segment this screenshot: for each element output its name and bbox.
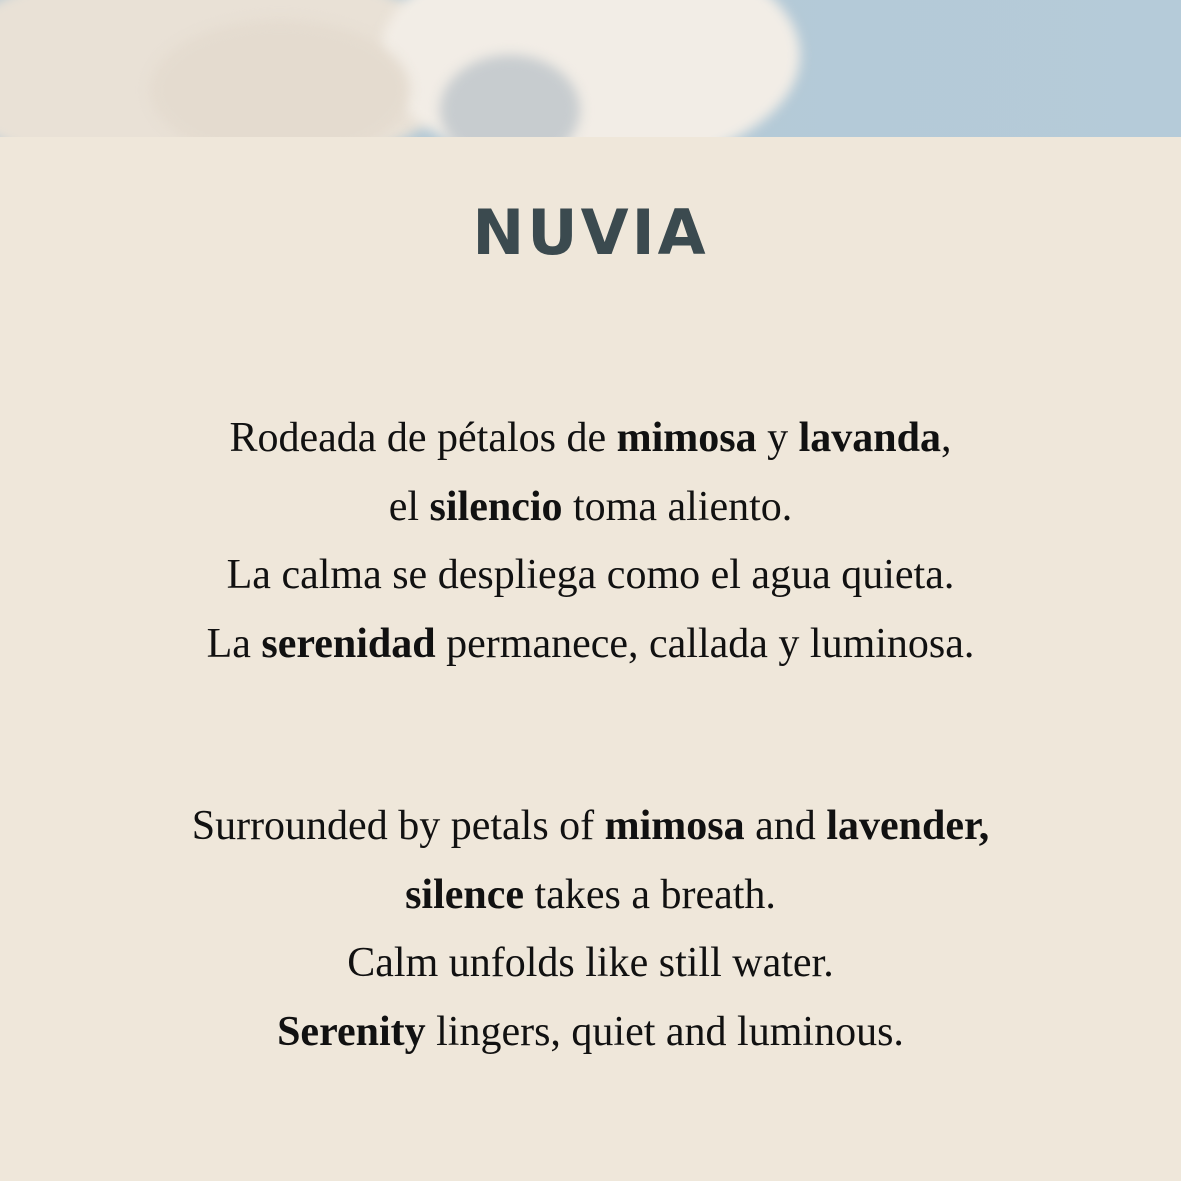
emphasized-word: mimosa — [604, 803, 745, 849]
text-segment: y — [756, 415, 799, 461]
spanish-stanza — [0, 404, 1181, 678]
text-segment: La — [206, 620, 262, 667]
poem-line — [0, 861, 1181, 930]
emphasized-word: silencio — [429, 483, 563, 530]
english-stanza — [0, 792, 1181, 1066]
text-segment: toma aliento. — [562, 483, 793, 530]
poem-line — [0, 610, 1181, 679]
text-segment: el — [388, 483, 430, 530]
poem-line — [0, 998, 1181, 1067]
text-segment: permanece, callada y luminosa. — [435, 620, 975, 667]
poem-line — [0, 473, 1181, 542]
emphasized-word: serenidad — [261, 620, 436, 667]
text-segment: , — [941, 415, 952, 461]
emphasized-word: mimosa — [616, 415, 757, 461]
emphasized-word: lavanda — [798, 415, 942, 461]
text-segment: lingers, quiet and luminous. — [425, 1008, 904, 1055]
cloud-sky-banner — [0, 0, 1181, 137]
poem-line — [0, 404, 1181, 473]
poem-line — [0, 541, 1181, 610]
text-segment: and — [744, 803, 827, 849]
page-title: NUVIA — [472, 196, 709, 269]
text-segment: Surrounded by petals of — [191, 803, 605, 849]
text-segment: Rodeada de pétalos de — [229, 415, 617, 461]
emphasized-word: silence — [405, 871, 525, 918]
text-segment: La calma se despliega como el agua quieta. — [226, 552, 955, 598]
poem-line — [0, 792, 1181, 861]
poem-line — [0, 929, 1181, 998]
text-segment: takes a breath. — [524, 871, 776, 918]
emphasized-word: lavender, — [826, 803, 990, 849]
text-segment: Calm unfolds like still water. — [347, 940, 834, 986]
emphasized-word: Serenity — [277, 1008, 426, 1055]
